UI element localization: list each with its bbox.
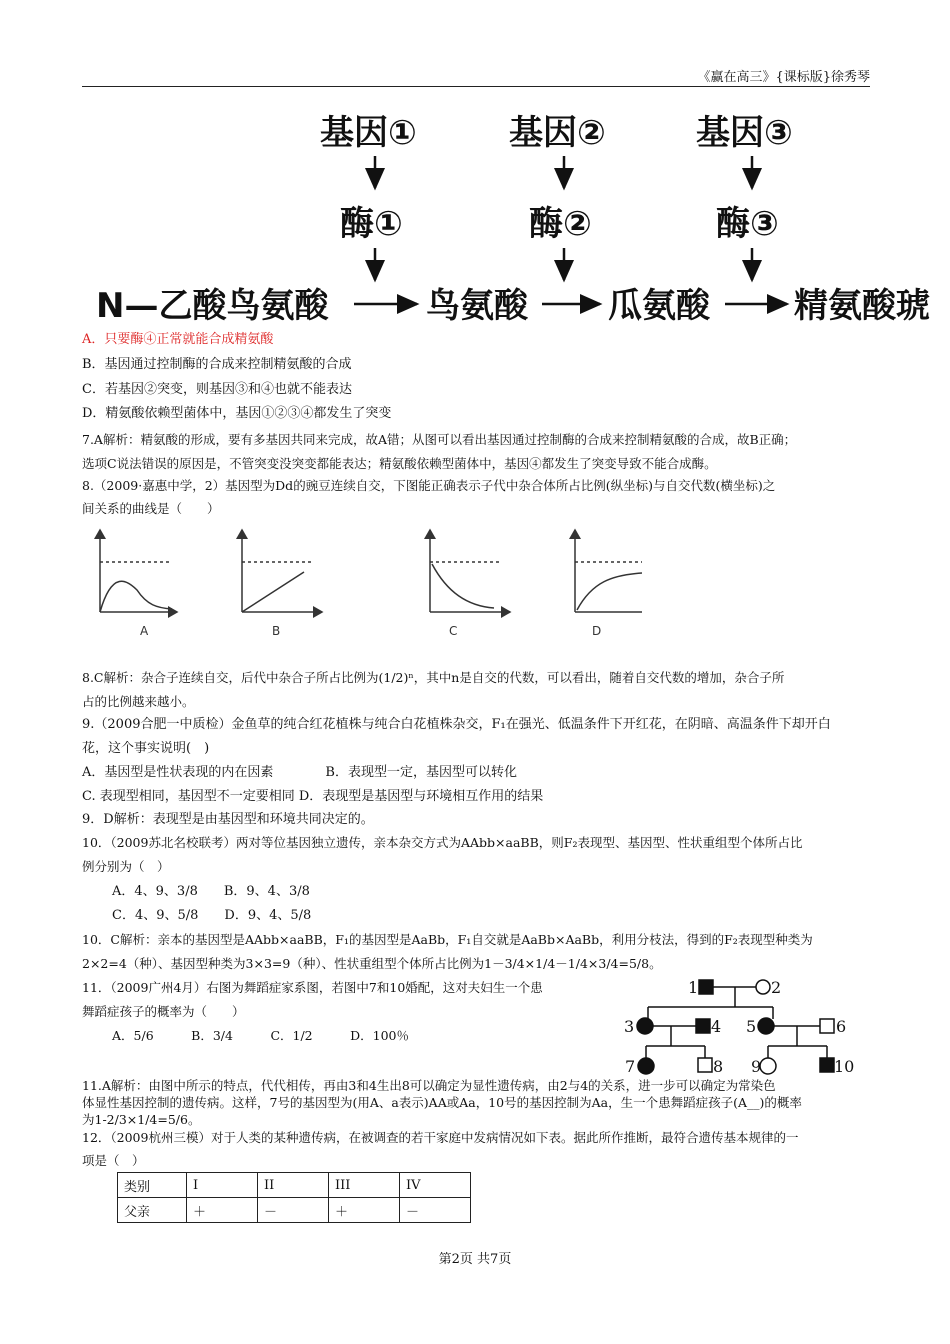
- graph-label-c: C: [449, 624, 458, 638]
- pedigree-label-6: 6: [836, 1017, 847, 1036]
- page-footer: 第2页 共7页: [438, 1252, 512, 1267]
- q8-answer-1: 8.C解析：杂合子连续自交，后代中杂合子所占比例为(1/2)ⁿ，其中n是自交的代数，可以看出，随着自交代数的增加，杂合子所: [82, 670, 785, 685]
- q10-stem-1: 10．（2009苏北名校联考）两对等位基因独立遗传，亲本杂交方式为AAbb×aaBB，则F₂表现型、基因型、性状重组型个体所占比: [82, 835, 803, 850]
- q6-option-b: B．基因通过控制酶的合成来控制精氨酸的合成: [82, 357, 352, 372]
- q10-stem-2: 例分别为（ ）: [82, 859, 170, 874]
- gene-1: 基因①: [320, 113, 417, 153]
- q10-answer-2: 2×2=4（种）、基因型种类为3×3=9（种）、性状重组型个体所占比例为1－3/4×1/4－1/4×3/4=5/8。: [82, 956, 662, 971]
- q9-options-cd: C. 表现型相同，基因型不一定要相同 D．表现型是基因型与环境相互作用的结果: [82, 789, 544, 804]
- curve-a: [100, 581, 172, 612]
- q6-option-a: A．只要酶④正常就能合成精氨酸: [82, 332, 274, 347]
- table-cell: II: [258, 1173, 329, 1198]
- enzyme-3: 酶③: [716, 204, 779, 244]
- compound-2: 鸟氨酸: [426, 286, 528, 326]
- pedigree-5: [758, 1018, 774, 1034]
- compound-1: N—乙酸鸟氨酸: [96, 286, 329, 326]
- table-row: [118, 1198, 471, 1223]
- q12-stem-1: 12．（2009杭州三模）对于人类的某种遗传病，在被调查的若干家庭中发病情况如下表。据此所作推断，最符合遗传基本规律的一: [82, 1130, 799, 1145]
- pedigree-2: [756, 980, 770, 994]
- q11-answer-3: 为1-2/3×1/4=5/6。: [82, 1112, 201, 1127]
- table-cell: IV: [400, 1173, 471, 1198]
- pedigree-3: [637, 1018, 653, 1034]
- q9-stem-2: 花，这个事实说明( ): [82, 741, 210, 756]
- pedigree-1: [699, 980, 713, 994]
- table-cell: －: [258, 1198, 329, 1223]
- pathway-figure: [82, 100, 950, 332]
- table-cell: ＋: [329, 1198, 400, 1223]
- compound-4: 精氨酸琥: [794, 286, 930, 326]
- q9-stem-1: 9.（2009合肥一中质检）金鱼草的纯合红花植株与纯合白花植株杂交，F₁在强光、低温条件下开红花，在阴暗、高温条件下却开白: [82, 717, 831, 732]
- pedigree-4: [696, 1019, 710, 1033]
- table-cell: 父亲: [118, 1198, 187, 1223]
- q11-answer-2: 体显性基因控制的遗传病。这样，7号的基因型为(用A、a表示)AA或Aa，10号的基因控制为Aa，生一个患舞蹈症孩子(A__)的概率: [82, 1095, 802, 1110]
- enzyme-2: 酶②: [529, 204, 592, 244]
- q8-graphs: [82, 520, 642, 645]
- pedigree-7: [638, 1058, 654, 1074]
- graph-label-d: D: [592, 624, 602, 638]
- pedigree-label-2: 2: [771, 978, 782, 997]
- q10-answer-1: 10．C解析：亲本的基因型是AAbb×aaBB，F₁的基因型是AaBb，F₁自交就是AaBb×AaBb，利用分枝法，得到的F₂表现型种类为: [82, 932, 813, 947]
- pedigree-label-9: 9: [751, 1057, 762, 1076]
- table-cell: －: [400, 1198, 471, 1223]
- q11-stem-2: 舞蹈症孩子的概率为（ ）: [82, 1004, 245, 1019]
- q8-stem-1: 8.（2009·嘉惠中学，2）基因型为Dd的豌豆连续自交，下图能正确表示子代中杂合体所占比例(纵坐标)与自交代数(横坐标)之: [82, 478, 776, 493]
- q11-stem-1: 11．（2009广州4月）右图为舞蹈症家系图，若图中7和10婚配，这对夫妇生一个患: [82, 980, 543, 995]
- table-cell: 类别: [118, 1173, 187, 1198]
- graph-label-a: A: [140, 624, 149, 638]
- pedigree-6: [820, 1019, 834, 1033]
- enzyme-1: 酶①: [340, 204, 403, 244]
- pedigree-label-3: 3: [624, 1017, 635, 1036]
- q6-option-d: D．精氨酸依赖型菌体中，基因①②③④都发生了突变: [82, 406, 392, 421]
- curve-d: [577, 573, 642, 610]
- graph-label-b: B: [272, 624, 281, 638]
- pedigree-label-8: 8: [713, 1057, 724, 1076]
- table-cell: ＋: [187, 1198, 258, 1223]
- header-rule: [82, 86, 870, 87]
- q12-stem-2: 项是（ ）: [82, 1153, 145, 1168]
- q7-answer-2: 选项C说法错误的原因是，不管突变没突变都能表达；精氨酸依赖型菌体中，基因④都发生了突变导致不能合成酶。: [82, 456, 717, 471]
- q10-options-ab: A．4、9、3/8 B．9、4、3/8: [112, 884, 310, 899]
- q6-option-c: C．若基因②突变，则基因③和④也就不能表达: [82, 382, 352, 397]
- gene-2: 基因②: [509, 113, 606, 153]
- q8-answer-2: 占的比例越来越小。: [82, 694, 195, 709]
- q12-table: [117, 1172, 471, 1223]
- compound-3: 瓜氨酸: [608, 286, 710, 326]
- q8-stem-2: 间关系的曲线是（ ）: [82, 501, 220, 516]
- pedigree-10: [820, 1058, 834, 1072]
- q7-answer-1: 7.A解析：精氨酸的形成，要有多基因共同来完成，故A错；从图可以看出基因通过控制酶的合成来控制精氨酸的合成，故B正确；: [82, 432, 797, 447]
- pedigree-9: [760, 1058, 776, 1074]
- curve-c: [432, 564, 494, 608]
- pedigree-label-4: 4: [711, 1017, 722, 1036]
- pedigree-label-1: 1: [688, 978, 699, 997]
- pedigree-8: [698, 1058, 712, 1072]
- table-cell: I: [187, 1173, 258, 1198]
- q9-answer: 9．D解析：表现型是由基因型和环境共同决定的。: [82, 812, 374, 827]
- table-cell: III: [329, 1173, 400, 1198]
- q11-answer-1: 11.A解析：由图中所示的特点，代代相传，再由3和4生出8可以确定为显性遗传病，由2与4的关系，进一步可以确定为常染色: [82, 1078, 776, 1093]
- pedigree-label-10: 10: [834, 1057, 855, 1076]
- curve-b: [242, 572, 304, 612]
- gene-3: 基因③: [696, 113, 793, 153]
- page-header: 《赢在高三》{课标版}徐秀琴: [697, 70, 870, 85]
- pedigree-label-7: 7: [625, 1057, 636, 1076]
- q11-options: A．5/6 B．3/4 C．1/2 D．100％: [112, 1028, 410, 1043]
- q10-options-cd: C．4、9、5/8 D．9、4、5/8: [112, 908, 312, 923]
- pedigree-label-5: 5: [746, 1017, 757, 1036]
- q9-options-ab: A．基因型是性状表现的内在因素 B．表现型一定，基因型可以转化: [82, 765, 517, 780]
- table-header-row: [118, 1173, 471, 1198]
